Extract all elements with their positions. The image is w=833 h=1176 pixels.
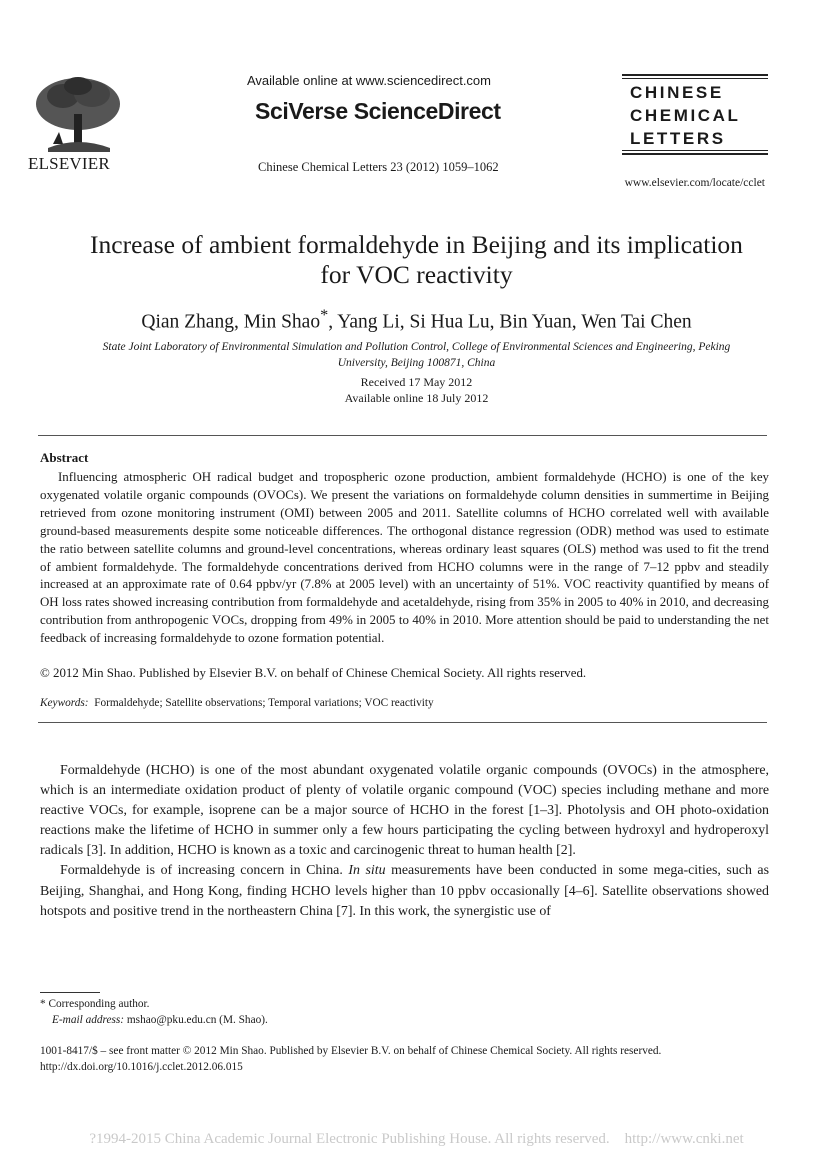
journal-masthead [622, 74, 768, 157]
affiliation-line-1: State Joint Laboratory of Environmental Simulation and Pollution Control, College of Environmental Sciences and Engineering, Peking [102, 341, 731, 353]
issn-block [40, 1043, 661, 1075]
email-label: E-mail address: [52, 1014, 125, 1026]
divider-top [38, 435, 767, 436]
masthead-line-3: LETTERS [630, 129, 726, 148]
corresponding-author-note: * Corresponding author. [40, 998, 150, 1010]
footnote [40, 996, 268, 1028]
body-paragraph-1: Formaldehyde (HCHO) is one of the most abundant oxygenated volatile organic compounds (OVOCs) in the atmosphere, which is an intermediate oxidation product of plenty of volatile organic compound (VOC) species including methane and more reactive VOCs, for example, isoprene can be a major source of HCHO in the forest [1–3]. Photolysis and OH photo-oxidation reactions make the lifetime of HCHO in summer only a few hours participating the cycling between hydroxyl and hydroperoxyl radicals [3]. In addition, HCHO is known as a toxic and carcinogenic threat to human health [2]. [40, 763, 769, 859]
paragraph-2-start: Formaldehyde is of increasing concern in China. [60, 863, 349, 879]
masthead-rule-top-thin [622, 78, 768, 79]
title-line-1: Increase of ambient formaldehyde in Beijing and its implication [90, 230, 743, 259]
paragraph-2-rest: measurements have been conducted in some mega-cities, such as Beijing, Shanghai, and Hong Kong, finding HCHO levels higher than 10 ppbv occasionally [4–6]. Satellite observations showed hotspots and positive trend in the northeastern China [7]. In this work, the synergistic use of [40, 863, 769, 919]
article-body [40, 761, 769, 922]
email-address[interactable]: mshao@pku.edu.cn (M. Shao). [126, 1014, 268, 1026]
affiliation-line-2: University, Beijing 100871, China [337, 357, 496, 369]
footnote-rule [40, 992, 100, 993]
masthead-rule-bottom-thin [622, 150, 768, 151]
corresponding-author-mark[interactable]: * [320, 306, 329, 324]
online-date: Available online 18 July 2012 [344, 391, 489, 405]
title-line-2: for VOC reactivity [320, 260, 513, 289]
publisher-name: ELSEVIER [28, 154, 110, 173]
keywords [40, 697, 434, 709]
masthead-rule-bottom [622, 153, 768, 155]
article-dates [30, 374, 803, 406]
email-line [40, 1012, 268, 1028]
front-matter-line: 1001-8417/$ – see front matter © 2012 Min Shao. Published by Elsevier B.V. on behalf of Chinese Chemical Society. All rights reserved. [40, 1045, 662, 1057]
keywords-label: Keywords: [40, 697, 89, 709]
masthead-rule-top [622, 74, 768, 76]
abstract-text: Influencing atmospheric OH radical budget and tropospheric ozone production, ambient formaldehyde (HCHO) is one of the key oxygenated volatile organic compounds (OVOCs). We present the variations on formaldehyde column densities in summertime in Beijing retrieved from ozone monitoring instrument (OMI) between 2005 and 2011. Satellite columns of HCHO correlated well with available ground-based measurements despite some noticeable differences. The orthogonal distance regression (ODR) method was used to estimate the ratio between satellite columns and ground-level concentrations, whereas ordinary least squares (OLS) method was used to fit the trend of ambient formaldehyde. The formaldehyde concentrations derived from HCHO columns were in the range of 7–12 ppbv and steadily increased at an approximate rate of 0.64 ppbv/yr (7.8% at 2005 level) with an uncertainty of 51%. VOC reactivity quantified by means of OH loss rates showed increasing contribution from formaldehyde and acetaldehyde, rising from 35% in 2005 to 40% in 2010, and decreasing contribution from anthropogenic VOCs, dropping from 49% in 2005 to 40% in 2010. More attention should be paid to understanding the net feedback of increasing formaldehyde to ozone formation potential. [40, 470, 769, 646]
author-list [30, 306, 803, 334]
abstract-heading: Abstract [40, 450, 89, 465]
affiliation [60, 339, 773, 371]
elsevier-tree-logo [28, 74, 128, 166]
masthead-line-2: CHEMICAL [630, 106, 741, 125]
cnki-watermark: ?1994-2015 China Academic Journal Electronic Publishing House. All rights reserved. http://www.cnki.net [89, 1131, 744, 1147]
journal-citation: Chinese Chemical Letters 23 (2012) 1059–1062 [258, 160, 499, 174]
abstract-copyright: © 2012 Min Shao. Published by Elsevier B.V. on behalf of Chinese Chemical Society. All rights reserved. [40, 666, 587, 680]
masthead-line-1: CHINESE [630, 83, 724, 102]
doi-link[interactable]: http://dx.doi.org/10.1016/j.cclet.2012.06.015 [40, 1061, 243, 1073]
journal-url-link[interactable]: www.elsevier.com/locate/cclet [624, 177, 765, 189]
available-online-text[interactable]: Available online at www.sciencedirect.com [247, 73, 491, 88]
body-paragraph-2 [40, 861, 769, 921]
keywords-list: Formaldehyde; Satellite observations; Temporal variations; VOC reactivity [94, 697, 434, 709]
authors-first: Qian Zhang, Min Shao [141, 311, 321, 333]
platform-name: SciVerse ScienceDirect [255, 98, 501, 124]
divider-bottom [38, 722, 767, 723]
paragraph-2-italic: In situ [348, 863, 386, 879]
authors-rest: , Yang Li, Si Hua Lu, Bin Yuan, Wen Tai Chen [328, 311, 692, 333]
article-title [30, 230, 803, 290]
received-date: Received 17 May 2012 [360, 375, 473, 389]
